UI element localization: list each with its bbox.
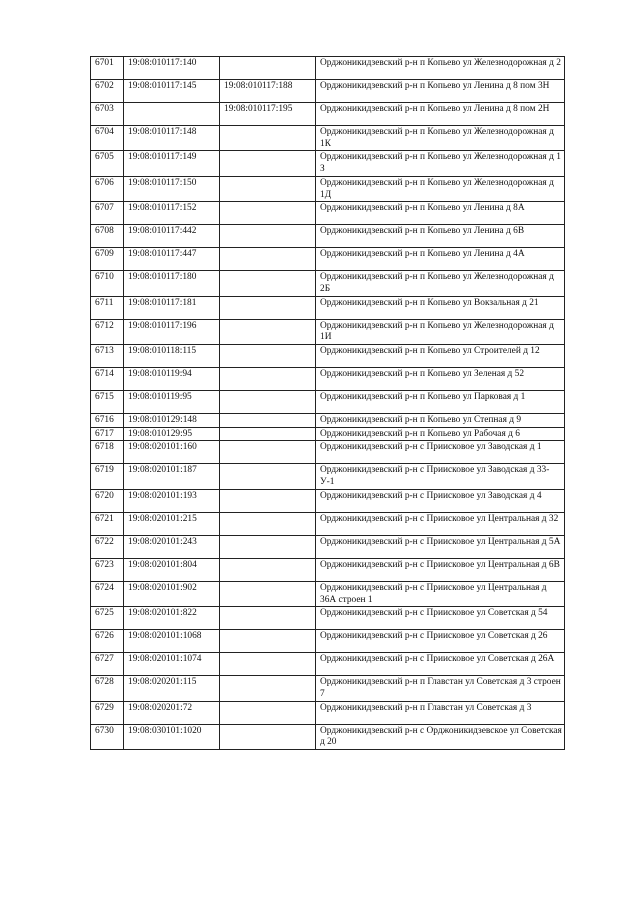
address-cell: Орджоникидзевский р-н п Копьево ул Строителей д 12 xyxy=(316,345,565,368)
cadastral-number-cell: 19:08:010117:148 xyxy=(124,126,220,151)
cadastral-number-cell: 19:08:010117:180 xyxy=(124,271,220,296)
parent-cadastral-number-cell xyxy=(220,57,316,80)
parent-cadastral-number-cell xyxy=(220,414,316,428)
address-cell: Орджоникидзевский р-н с Приисковое ул Советская д 26 xyxy=(316,630,565,653)
table-row xyxy=(91,319,565,344)
row-number-cell: 6713 xyxy=(91,345,124,368)
row-number-cell: 6714 xyxy=(91,368,124,391)
parent-cadastral-number-cell xyxy=(220,607,316,630)
table-row xyxy=(91,512,565,535)
cadastral-number-cell: 19:08:020101:1074 xyxy=(124,653,220,676)
parent-cadastral-number-cell xyxy=(220,535,316,558)
cadastral-number-cell xyxy=(124,103,220,126)
table-row xyxy=(91,296,565,319)
cadastral-number-cell: 19:08:020101:822 xyxy=(124,607,220,630)
cadastral-number-cell: 19:08:010118:115 xyxy=(124,345,220,368)
parent-cadastral-number-cell xyxy=(220,225,316,248)
row-number-cell: 6706 xyxy=(91,176,124,201)
address-cell: Орджоникидзевский р-н п Копьево ул Железнодорожная д 1Д xyxy=(316,176,565,201)
parent-cadastral-number-cell xyxy=(220,653,316,676)
cadastral-number-cell: 19:08:010117:152 xyxy=(124,202,220,225)
parent-cadastral-number-cell xyxy=(220,391,316,414)
row-number-cell: 6721 xyxy=(91,512,124,535)
parent-cadastral-number-cell: 19:08:010117:195 xyxy=(220,103,316,126)
cadastral-number-cell: 19:08:010117:447 xyxy=(124,248,220,271)
parent-cadastral-number-cell xyxy=(220,202,316,225)
table-row xyxy=(91,724,565,749)
cadastral-number-cell: 19:08:010119:94 xyxy=(124,368,220,391)
table-row xyxy=(91,126,565,151)
row-number-cell: 6702 xyxy=(91,80,124,103)
cadastral-number-cell: 19:08:020201:72 xyxy=(124,701,220,724)
parent-cadastral-number-cell xyxy=(220,581,316,606)
table-row xyxy=(91,345,565,368)
row-number-cell: 6707 xyxy=(91,202,124,225)
address-cell: Орджоникидзевский р-н с Приисковое ул Центральная д 5А xyxy=(316,535,565,558)
row-number-cell: 6726 xyxy=(91,630,124,653)
address-cell: Орджоникидзевский р-н с Приисковое ул Заводская д 1 xyxy=(316,441,565,464)
cadastral-number-cell: 19:08:020101:193 xyxy=(124,489,220,512)
cadastral-number-cell: 19:08:020101:1068 xyxy=(124,630,220,653)
table-row xyxy=(91,489,565,512)
row-number-cell: 6705 xyxy=(91,151,124,176)
row-number-cell: 6708 xyxy=(91,225,124,248)
address-cell: Орджоникидзевский р-н п Копьево ул Ленина д 8 пом 2Н xyxy=(316,103,565,126)
table-row xyxy=(91,558,565,581)
row-number-cell: 6711 xyxy=(91,296,124,319)
row-number-cell: 6723 xyxy=(91,558,124,581)
address-cell: Орджоникидзевский р-н п Копьево ул Железнодорожная д 2 xyxy=(316,57,565,80)
registry-table xyxy=(90,56,565,750)
row-number-cell: 6710 xyxy=(91,271,124,296)
parent-cadastral-number-cell xyxy=(220,464,316,489)
address-cell: Орджоникидзевский р-н п Копьево ул Железнодорожная д 1К xyxy=(316,126,565,151)
row-number-cell: 6729 xyxy=(91,701,124,724)
table-row xyxy=(91,202,565,225)
address-cell: Орджоникидзевский р-н с Приисковое ул Центральная д 32 xyxy=(316,512,565,535)
row-number-cell: 6719 xyxy=(91,464,124,489)
table-row xyxy=(91,701,565,724)
table-row xyxy=(91,248,565,271)
address-cell: Орджоникидзевский р-н п Копьево ул Степная д 9 xyxy=(316,414,565,428)
address-cell: Орджоникидзевский р-н с Приисковое ул Центральная д 6В xyxy=(316,558,565,581)
cadastral-number-cell: 19:08:010117:181 xyxy=(124,296,220,319)
address-cell: Орджоникидзевский р-н с Приисковое ул Советская д 54 xyxy=(316,607,565,630)
address-cell: Орджоникидзевский р-н п Главстан ул Советская д 3 xyxy=(316,701,565,724)
address-cell: Орджоникидзевский р-н п Копьево ул Парковая д 1 xyxy=(316,391,565,414)
parent-cadastral-number-cell xyxy=(220,489,316,512)
row-number-cell: 6730 xyxy=(91,724,124,749)
table-row xyxy=(91,427,565,441)
address-cell: Орджоникидзевский р-н п Копьево ул Ленина д 8А xyxy=(316,202,565,225)
table-row xyxy=(91,630,565,653)
parent-cadastral-number-cell xyxy=(220,512,316,535)
row-number-cell: 6717 xyxy=(91,427,124,441)
address-cell: Орджоникидзевский р-н п Копьево ул Железнодорожная д 1 З xyxy=(316,151,565,176)
parent-cadastral-number-cell xyxy=(220,724,316,749)
address-cell: Орджоникидзевский р-н п Главстан ул Советская д 3 строен 7 xyxy=(316,676,565,701)
row-number-cell: 6725 xyxy=(91,607,124,630)
address-cell: Орджоникидзевский р-н п Копьево ул Зеленая д 52 xyxy=(316,368,565,391)
address-cell: Орджоникидзевский р-н п Копьево ул Железнодорожная д 2Б xyxy=(316,271,565,296)
cadastral-number-cell: 19:08:010117:140 xyxy=(124,57,220,80)
parent-cadastral-number-cell xyxy=(220,558,316,581)
row-number-cell: 6715 xyxy=(91,391,124,414)
cadastral-number-cell: 19:08:020201:115 xyxy=(124,676,220,701)
cadastral-number-cell: 19:08:010117:150 xyxy=(124,176,220,201)
row-number-cell: 6722 xyxy=(91,535,124,558)
address-cell: Орджоникидзевский р-н с Приисковое ул Заводская д 33-У-1 xyxy=(316,464,565,489)
parent-cadastral-number-cell xyxy=(220,248,316,271)
cadastral-number-cell: 19:08:010129:148 xyxy=(124,414,220,428)
cadastral-number-cell: 19:08:010119:95 xyxy=(124,391,220,414)
address-cell: Орджоникидзевский р-н п Копьево ул Вокзальная д 21 xyxy=(316,296,565,319)
row-number-cell: 6701 xyxy=(91,57,124,80)
parent-cadastral-number-cell xyxy=(220,296,316,319)
address-cell: Орджоникидзевский р-н п Копьево ул Ленина д 6В xyxy=(316,225,565,248)
cadastral-number-cell: 19:08:010117:196 xyxy=(124,319,220,344)
table-row xyxy=(91,103,565,126)
parent-cadastral-number-cell xyxy=(220,701,316,724)
row-number-cell: 6709 xyxy=(91,248,124,271)
address-cell: Орджоникидзевский р-н с Приисковое ул Центральная д 36А строен 1 xyxy=(316,581,565,606)
registry-table-body xyxy=(91,57,565,750)
row-number-cell: 6727 xyxy=(91,653,124,676)
parent-cadastral-number-cell xyxy=(220,427,316,441)
parent-cadastral-number-cell xyxy=(220,630,316,653)
row-number-cell: 6724 xyxy=(91,581,124,606)
table-row xyxy=(91,676,565,701)
parent-cadastral-number-cell xyxy=(220,345,316,368)
table-row xyxy=(91,464,565,489)
cadastral-number-cell: 19:08:020101:804 xyxy=(124,558,220,581)
parent-cadastral-number-cell: 19:08:010117:188 xyxy=(220,80,316,103)
cadastral-number-cell: 19:08:010117:442 xyxy=(124,225,220,248)
parent-cadastral-number-cell xyxy=(220,271,316,296)
row-number-cell: 6704 xyxy=(91,126,124,151)
cadastral-number-cell: 19:08:020101:160 xyxy=(124,441,220,464)
cadastral-number-cell: 19:08:010117:145 xyxy=(124,80,220,103)
table-row xyxy=(91,535,565,558)
table-row xyxy=(91,441,565,464)
cadastral-number-cell: 19:08:020101:243 xyxy=(124,535,220,558)
parent-cadastral-number-cell xyxy=(220,126,316,151)
cadastral-number-cell: 19:08:020101:902 xyxy=(124,581,220,606)
cadastral-number-cell: 19:08:020101:187 xyxy=(124,464,220,489)
address-cell: Орджоникидзевский р-н п Копьево ул Железнодорожная д 1И xyxy=(316,319,565,344)
table-row xyxy=(91,607,565,630)
row-number-cell: 6718 xyxy=(91,441,124,464)
parent-cadastral-number-cell xyxy=(220,676,316,701)
address-cell: Орджоникидзевский р-н с Приисковое ул Заводская д 4 xyxy=(316,489,565,512)
row-number-cell: 6728 xyxy=(91,676,124,701)
parent-cadastral-number-cell xyxy=(220,151,316,176)
row-number-cell: 6716 xyxy=(91,414,124,428)
cadastral-number-cell: 19:08:010129:95 xyxy=(124,427,220,441)
table-row xyxy=(91,271,565,296)
address-cell: Орджоникидзевский р-н п Копьево ул Ленина д 4А xyxy=(316,248,565,271)
cadastral-number-cell: 19:08:020101:215 xyxy=(124,512,220,535)
table-row xyxy=(91,391,565,414)
table-row xyxy=(91,151,565,176)
address-cell: Орджоникидзевский р-н с Орджоникидзевское ул Советская д 20 xyxy=(316,724,565,749)
row-number-cell: 6703 xyxy=(91,103,124,126)
parent-cadastral-number-cell xyxy=(220,176,316,201)
table-row xyxy=(91,176,565,201)
table-row xyxy=(91,653,565,676)
table-row xyxy=(91,80,565,103)
address-cell: Орджоникидзевский р-н с Приисковое ул Советская д 26А xyxy=(316,653,565,676)
table-row xyxy=(91,225,565,248)
address-cell: Орджоникидзевский р-н п Копьево ул Рабочая д 6 xyxy=(316,427,565,441)
table-row xyxy=(91,368,565,391)
address-cell: Орджоникидзевский р-н п Копьево ул Ленина д 8 пом 3Н xyxy=(316,80,565,103)
row-number-cell: 6712 xyxy=(91,319,124,344)
parent-cadastral-number-cell xyxy=(220,319,316,344)
parent-cadastral-number-cell xyxy=(220,368,316,391)
table-row xyxy=(91,581,565,606)
cadastral-number-cell: 19:08:010117:149 xyxy=(124,151,220,176)
row-number-cell: 6720 xyxy=(91,489,124,512)
table-row xyxy=(91,57,565,80)
table-row xyxy=(91,414,565,428)
parent-cadastral-number-cell xyxy=(220,441,316,464)
cadastral-number-cell: 19:08:030101:1020 xyxy=(124,724,220,749)
